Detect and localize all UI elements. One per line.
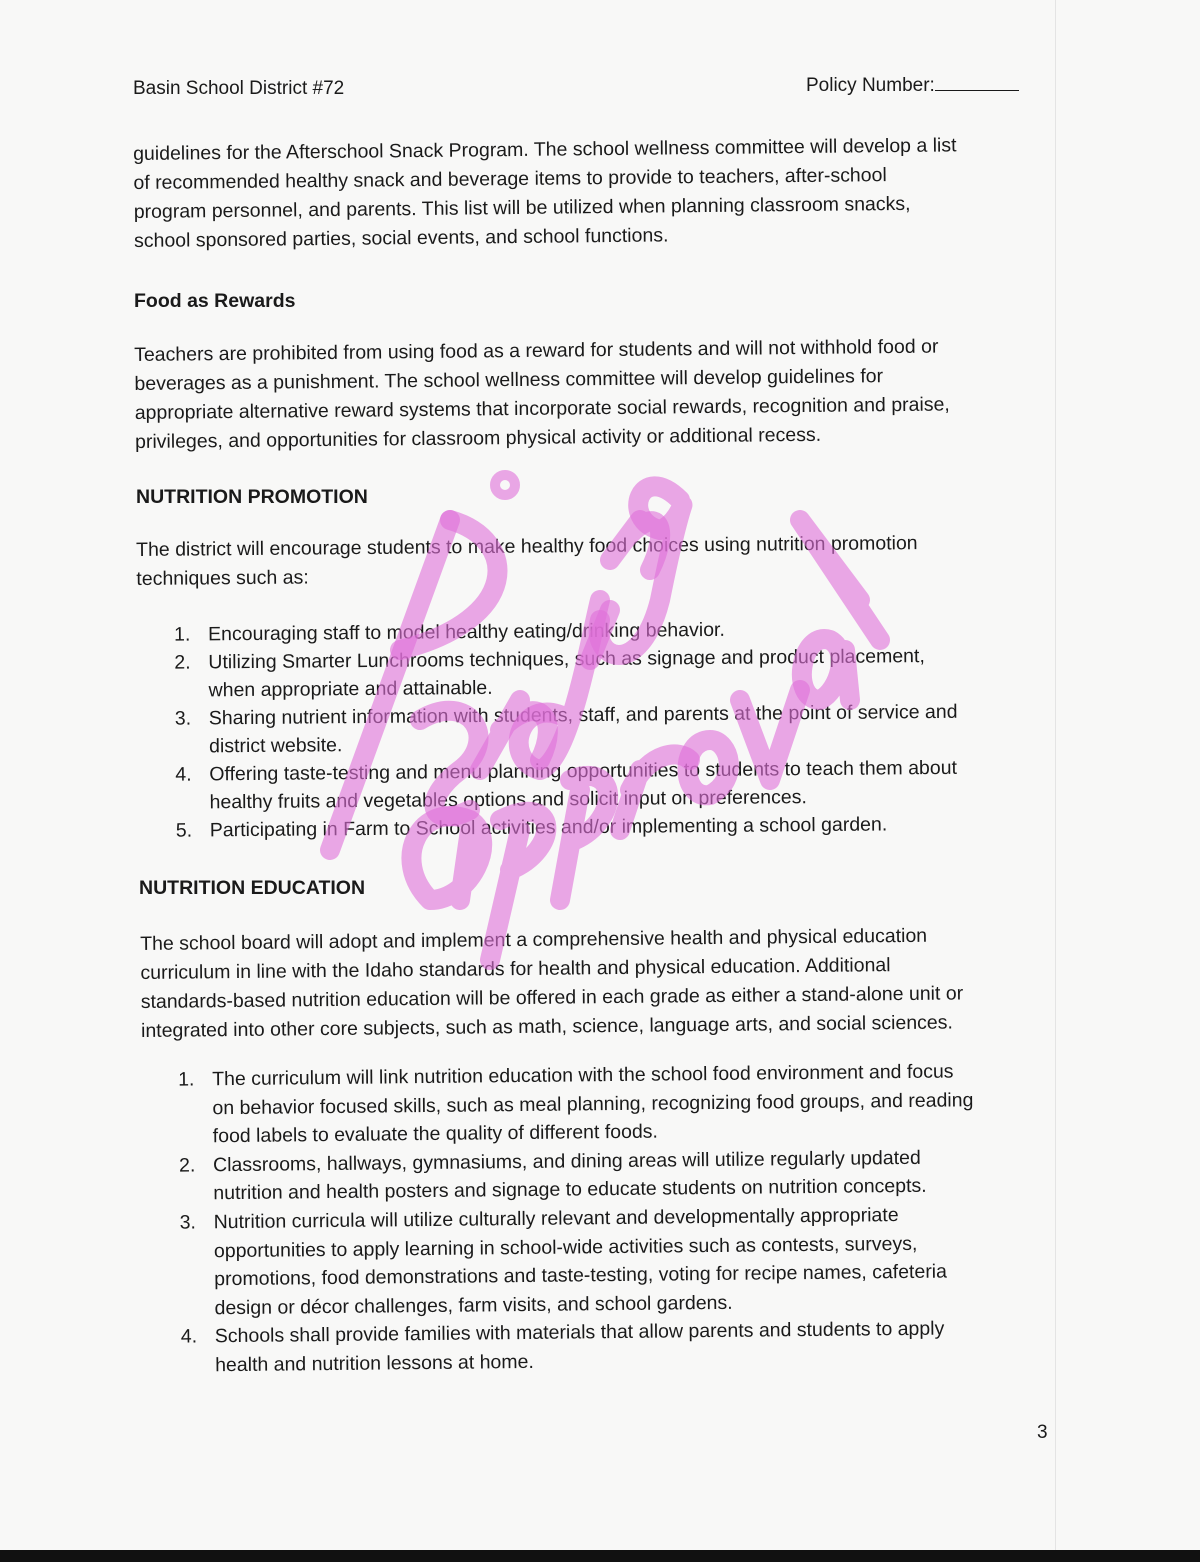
policy-number-blank (935, 74, 1019, 91)
text-line: The school board will adopt and implement a comprehensive health and physical education (140, 924, 928, 955)
page-number: 3 (1037, 1422, 1048, 1443)
intro-paragraph (133, 131, 958, 256)
list-item: 1. The curriculum will link nutrition education with the school food environment and focus on behavior focused skills, such as meal planning, recognizing food groups, and reading food labels to evaluate the quality of different foods. (178, 1060, 974, 1148)
policy-number (806, 74, 1019, 97)
list-item: 5. Participating in Farm to School activities and/or implementing a school garden. (175, 813, 888, 842)
text-line: curriculum in line with the Idaho standards for health and physical education. Additional (140, 954, 891, 984)
text-line: Teachers are prohibited from using food as a reward for students and will not withhold food or (134, 335, 939, 366)
scan-edge (1055, 0, 1056, 1550)
heading-nutrition-education: NUTRITION EDUCATION (139, 877, 366, 899)
list-item: 3. Nutrition curricula will utilize culturally relevant and developmentally appropriate opportunities to apply learning in school-wide activities such as contests, surveys, promotions, food demonstrations and taste-testing, voting for recipe names, cafeteria design or décor challenges, farm visits, and school gardens. (179, 1204, 948, 1319)
district-name: Basin School District #72 (133, 78, 345, 99)
food-as-rewards-paragraph (134, 332, 950, 457)
list-item: 3. Sharing nutrient information with students, staff, and parents at the point of service and district website. (174, 700, 958, 758)
text-line: school sponsored parties, social events, and school functions. (133, 224, 669, 252)
policy-number-label: Policy Number: (806, 75, 935, 96)
text-line: techniques such as: (136, 566, 309, 590)
text-line: The district will encourage students to make healthy food choices using nutrition promotion (136, 532, 918, 561)
text-line: integrated into other core subjects, such as math, science, language arts, and social sciences. (140, 1011, 954, 1042)
nutrition-education-list (140, 1056, 1053, 1380)
text-line: appropriate alternative reward systems that incorporate social rewards, recognition and praise, (134, 393, 950, 424)
list-item: 1. Encouraging staff to model healthy eating/drinking behavior. (174, 618, 725, 646)
text-line: beverages as a punishment. The school wellness committee will develop guidelines for (134, 365, 884, 395)
list-item: 4. Schools shall provide families with materials that allow parents and students to apply health and nutrition lessons at home. (180, 1317, 945, 1377)
heading-food-as-rewards: Food as Rewards (134, 290, 296, 312)
list-item: 2. Utilizing Smarter Lunchrooms techniques, such as signage and product placement, when appropriate and attainable. (174, 645, 925, 702)
text-line: program personnel, and parents. This list will be utilized when planning classroom snacks, (133, 192, 911, 223)
list-item: 4. Offering taste-testing and menu planning opportunities to students to teach them about healthy fruits and vegetables options and solicit input on preferences. (175, 756, 958, 814)
heading-nutrition-promotion: NUTRITION PROMOTION (136, 486, 368, 508)
nutrition-education-intro (140, 921, 964, 1046)
nutrition-promotion-intro (136, 529, 918, 594)
nutrition-promotion-list (136, 613, 1038, 845)
text-line: of recommended healthy snack and beverage items to provide to teachers, after-school (133, 164, 887, 194)
scan-border (0, 1550, 1200, 1562)
list-item: 2. Classrooms, hallways, gymnasiums, and dining areas will utilize regularly updated nutrition and health posters and signage to educate students on nutrition concepts. (178, 1146, 927, 1205)
text-line: guidelines for the Afterschool Snack Program. The school wellness committee will develop a list (133, 134, 957, 165)
text-line: privileges, and opportunities for classroom physical activity or additional recess. (134, 423, 822, 453)
text-line: standards-based nutrition education will be offered in each grade as either a stand-alone unit or (140, 982, 964, 1013)
